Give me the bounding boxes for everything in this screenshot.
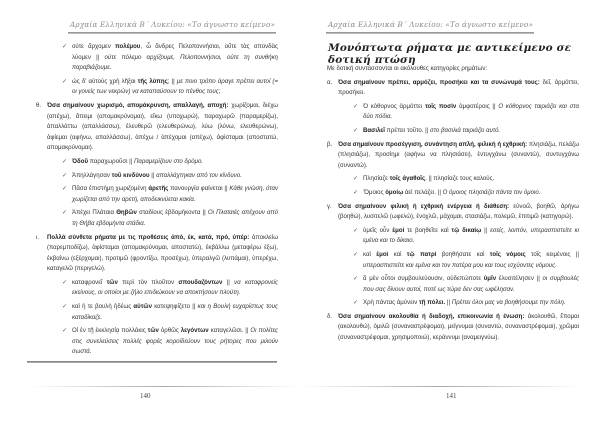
- translation-text: εσείς, λοιπόν, υπερασπιστείτε κι εμένα και το δίκαιο.: [363, 226, 579, 245]
- checkmark-icon: ✓: [353, 127, 359, 134]
- translation-text: Ο κόθορνος ταιριάζει και στα δύο πόδια.: [363, 102, 579, 121]
- greek-text: Χρὴ πάντας ἀμύνειν: [363, 299, 419, 307]
- bold-term: πολέμου: [114, 43, 141, 50]
- bold-term: τῆς λύπης: [137, 77, 168, 85]
- checkmark-icon: ✓: [62, 172, 68, 179]
- bold-term: τῇ πόλει.: [419, 299, 446, 307]
- greek-text: ἐλυσιτέλησεν ||: [496, 275, 543, 283]
- greek-text: Ἀπέχει Πλάταια: [72, 209, 117, 217]
- bold-term: Ὁδοῦ: [72, 157, 89, 165]
- bold-term: τοῖς νόμοις: [489, 250, 526, 258]
- greek-text: χωρίζομαι, διέχω (απέχω), ἄπειμι (απομακρύνομαι), εἴκω (υποχωρώ), παραχωρῶ (παραμερίζω), ἀπαλλάττω (απαλλάσσω), ἐλευθερῶ (ελευθερώνω), λύω (λύνω, ελευθερώνω), ἀφίεμαι (αφήνω, απαλλάσσω), ἀπέχω / ἀπέχομαι (απέχω), ἀφίσταμαι (αποστατώ, απομακρύνομαι).: [47, 101, 279, 152]
- greek-text: σταδίους ἑβδομήκοντα ||: [136, 209, 208, 217]
- item-label: θ.: [36, 101, 42, 109]
- bold-term: τῷ δικαίῳ: [451, 226, 482, 234]
- greek-text: πλησιάζω, πελάζω (πλησιάζω), προσίημι (αφήνω να πλησιάσει), ἐντυγχάνω (συναντώ), συντυγχάνω (συναντώ).: [338, 140, 579, 169]
- greek-text: Ἀπηλλάγησαν: [72, 171, 112, 179]
- checkmark-icon: ✓: [353, 300, 359, 307]
- checkmark-icon: ✓: [62, 304, 68, 311]
- translation-text: στο βασιλιά ταιριάζει αυτό.: [430, 126, 501, 134]
- translation-text: Οι Πλαταιές απέχουν από τη Θήβα εβδομήντα στάδια.: [72, 209, 278, 227]
- footer-rule: [300, 386, 580, 387]
- greek-text: καὶ: [388, 250, 407, 258]
- greek-text: κατεψηφίζετο ||: [151, 303, 198, 311]
- example-bullet: [353, 226, 579, 247]
- greek-text: Πλησίαζε: [363, 175, 390, 183]
- translation-text: να καταφρονείς εκείνους, οι οποίοι με ζήλο επιδιώκουν να αποκτήσουν πλούτη.: [72, 278, 278, 297]
- checkmark-icon: ✓: [353, 276, 359, 283]
- example-bullet: [62, 171, 278, 182]
- greek-text: ἀεὶ πελάζει. ||: [403, 188, 443, 196]
- greek-text: ὡς δ' αὐτοὺς χρὴ λῆξαι: [72, 77, 138, 85]
- greek-text: πανουργία φαίνεται ||: [168, 185, 230, 193]
- section-title: Μονόπτωτα ρήματα με αντικείμενο σε δοτική πτώση: [328, 42, 572, 66]
- translation-text: Κάθε γνώση, όταν χωρίζεται από την αρετή, αποδεικνύεται κακία.: [72, 185, 278, 203]
- bold-term: τοῖς ποσὶν: [424, 102, 457, 110]
- greek-text: , ὦ ἄνδρες Πελοποννήσιοι, οὔτε τὰς σπονδὰς λύομεν ||: [72, 43, 278, 61]
- translation-text: απαλλάχτηκαν από τον κίνδυνο.: [156, 171, 242, 179]
- greek-text: ἀμφοτέροις ||: [456, 102, 499, 110]
- bold-term: Όσα σημαίνουν ακολουθία ή διαδοχή, επικοινωνία ή ένωση:: [338, 312, 525, 320]
- checkmark-icon: ✓: [353, 189, 359, 196]
- greek-text: περὶ τὸν πλοῦτον: [117, 278, 179, 286]
- section-end-rule: [27, 361, 277, 363]
- greek-text: καὶ ἡ τε βουλὴ ἡδέως: [72, 303, 134, 311]
- page-number: 140: [140, 392, 151, 400]
- translation-text: υπερασπιστείτε και εμένα και τον πατέρα μου και τους ισχύοντες νόμους.: [363, 261, 557, 269]
- greek-text: ὑμεῖς οὖν: [363, 226, 393, 234]
- example-bullet: [62, 77, 278, 98]
- running-header: Αρχαία Ελληνικά Β΄ Λυκείου: «Το άγνωστο κείμενο»: [70, 20, 276, 29]
- greek-text: ὀρθῶς: [158, 327, 181, 335]
- page-number: 141: [446, 392, 457, 400]
- bold-term: σπουδαζόντων: [178, 278, 223, 286]
- greek-text: Πᾶσα ἐπιστήμη χωριζομένη: [72, 185, 149, 193]
- example-bullet: [353, 188, 579, 199]
- example-bullet: [353, 250, 579, 271]
- checkmark-icon: ✓: [62, 78, 68, 85]
- translation-text: οι συμβουλές που σας δίνουν αυτοί, ποτέ ως τώρα δεν σας ωφέλησαν.: [363, 275, 579, 293]
- greek-text: Ὁ κόθορνος ἁρμόττει: [363, 102, 425, 110]
- checkmark-icon: ✓: [353, 103, 359, 110]
- left-page-body: [36, 42, 278, 361]
- greek-text: Οἱ ἐν τῇ ἐκκλησίᾳ πολλάκις: [72, 327, 148, 335]
- checkmark-icon: ✓: [62, 186, 68, 193]
- greek-text: καταγελῶσι. ||: [208, 327, 251, 335]
- greek-text: ούτε ἄρχομεν: [72, 43, 115, 50]
- translation-text: Ο όμοιος πλησιάζει πάντα τον όμοιο.: [442, 188, 541, 196]
- checkmark-icon: ✓: [353, 251, 359, 258]
- greek-text: ἀκολουθῶ, ἕπομαι (ακολουθώ), ὁμιλῶ (συναναστρέφομαι), μείγνυμαι (συναντώ, συναναστρέφομαι), χρῶμαι (συναναστρέφομαι, χρησιμοποιώ), κεράννυμι (αναμειγνύω).: [338, 312, 579, 342]
- category-item: [36, 233, 278, 275]
- greek-text: ἃ μὲν οὗτοι συμβουλεύουσιν, οὐδεπώποτε: [363, 275, 484, 283]
- translation-text: ούτε πόλεμο αρχίζουμε, Πελοποννήσιοι, ούτε τη συνθήκη παραβιάζουμε.: [72, 53, 279, 72]
- item-label: δ.: [327, 312, 333, 320]
- right-page-body: [327, 64, 579, 347]
- example-bullet: [353, 102, 579, 123]
- checkmark-icon: ✓: [62, 279, 68, 286]
- bold-term: τῶν: [147, 327, 159, 335]
- category-item: [327, 140, 579, 172]
- bold-term: τοῦ κινδύνου: [111, 171, 150, 179]
- bold-term: Πολλά σύνθετα ρήματα με τις προθέσεις ἀπό, ἐκ, κατά, πρό, ὑπέρ:: [47, 233, 250, 241]
- category-item: [327, 312, 579, 344]
- header-rule: [68, 32, 276, 34]
- greek-text: καὶ: [363, 250, 377, 258]
- bold-term: Όσα σημαίνουν χωρισμό, απομάκρυνση, απαλλαγή, αποχή:: [47, 101, 229, 109]
- translation-text: Παραμερίζουν στο δρόμο.: [134, 157, 204, 165]
- bold-term: λεγόντων: [180, 327, 209, 335]
- bold-term: Βασιλεῖ: [363, 126, 385, 134]
- translation-text: και η Βουλή ευχαρίστως τους καταδίκαζε.: [72, 303, 278, 321]
- example-bullet: [62, 42, 278, 74]
- checkmark-icon: ✓: [62, 158, 68, 165]
- greek-text: τοῖς κειμένοις ||: [525, 250, 579, 258]
- header-rule: [326, 32, 534, 34]
- bold-term: τοῖς ἀγαθοῖς: [389, 175, 426, 183]
- example-bullet: [62, 208, 278, 229]
- greek-text: ἀποκλείω (παρεμποδίζω), ἀφίσταμαι (απομακρύνομαι, αποστατώ), ἐκβάλλω (μεταφέρω έξω), ἐκβαίνω (εξέρχομαι), προτιμῶ (φροντίζω, προσέχω), ὑπεραλγῶ (λυπάμαι), ὑπερέχω, καταγελῶ (περιγελώ).: [47, 233, 279, 273]
- example-bullet: [62, 302, 278, 323]
- checkmark-icon: ✓: [353, 227, 359, 234]
- example-bullet: [353, 126, 579, 137]
- category-item: [327, 202, 579, 223]
- bold-term: ἐμοί: [392, 226, 405, 234]
- example-bullet: [62, 184, 278, 205]
- bold-term: ἀρετῆς: [148, 185, 169, 193]
- greek-text: τε βοηθεῖτε καὶ: [404, 226, 452, 234]
- greek-text: ; ||: [167, 77, 177, 85]
- bold-term: ὁμοίῳ: [385, 188, 404, 196]
- greek-text: . || πλησίαζε τους καλούς.: [425, 175, 495, 183]
- bold-term: Θηβῶν: [116, 209, 137, 217]
- greek-text: ||: [149, 171, 157, 179]
- example-bullet: [353, 174, 579, 185]
- greek-text: Ὅμοιος: [363, 188, 386, 196]
- bold-term: τῷ πατρὶ: [406, 250, 437, 258]
- greek-text: εὐνοῶ, βοηθῶ, ἀρήγω (βοηθώ), λυσιτελῶ (ωφελώ), ἐνοχλῶ, μάχομαι, στασιάζω, πολεμῶ, ἐπιτιμῶ (κατηγορώ).: [338, 202, 580, 221]
- running-header: Αρχαία Ελληνικά Β΄ Λυκείου: «Το άγνωστο κείμενο»: [328, 20, 534, 29]
- translation-text: Οι πολίτες στις συνελεύσεις πολλές φορές κοροϊδεύουν τους ρήτορες που μιλούν σωστά.: [72, 327, 278, 356]
- checkmark-icon: ✓: [62, 44, 68, 50]
- bold-term: Όσα σημαίνουν προσέγγιση, συνάντηση απλή, φιλική ή εχθρική:: [338, 140, 528, 148]
- greek-text: πρέπει τοῦτο. ||: [384, 126, 431, 134]
- item-label: β.: [327, 140, 333, 148]
- item-label: γ.: [327, 202, 332, 210]
- checkmark-icon: ✓: [353, 176, 359, 183]
- greek-text: ||: [445, 299, 452, 307]
- bold-term: ὑμῖν: [483, 275, 497, 283]
- example-bullet: [62, 278, 278, 299]
- greek-text: δεῖ, ἁρμόττει, προσήκει.: [338, 78, 579, 97]
- bold-term: αὐτῶν: [133, 303, 152, 311]
- item-label: α.: [327, 78, 333, 86]
- category-item: [327, 78, 579, 99]
- example-bullet: [353, 298, 579, 309]
- greek-text: Με δοτική συντάσσονται οι ακόλουθες κατηγορίες ρημάτων:: [327, 65, 488, 72]
- example-bullet: [62, 157, 278, 168]
- translation-text: με ποιο τρόπο άραγε πρέπει αυτοί (= οι γονείς των νεκρών) να καταπαύσουν το πένθος τους;: [72, 77, 279, 96]
- checkmark-icon: ✓: [62, 328, 68, 335]
- greek-text: ||: [222, 278, 235, 286]
- greek-text: βοηθήσατε καὶ: [436, 250, 490, 258]
- footer-rule: [30, 386, 300, 387]
- translation-text: Πρέπει όλοι μας να βοηθήσουμε την πόλη.: [451, 299, 566, 307]
- checkmark-icon: ✓: [62, 210, 68, 217]
- category-item: [36, 101, 278, 154]
- bold-term: ἐμοὶ: [376, 250, 389, 258]
- bold-term: Όσα σημαίνουν πρέπει, αρμόζει, προσήκει και τα συνώνυμά τους:: [338, 78, 540, 86]
- greek-text: ||: [481, 226, 491, 234]
- bold-term: Όσα σημαίνουν φιλική ή εχθρική ενέργεια ή διάθεση:: [338, 202, 510, 210]
- bold-term: τῶν: [106, 278, 118, 286]
- item-label: ι.: [36, 233, 40, 241]
- greek-text: καταφρονεῖ: [72, 278, 107, 286]
- greek-text: παραχωροῦσι ||: [88, 157, 134, 165]
- example-bullet: [62, 326, 278, 358]
- example-bullet: [353, 274, 579, 295]
